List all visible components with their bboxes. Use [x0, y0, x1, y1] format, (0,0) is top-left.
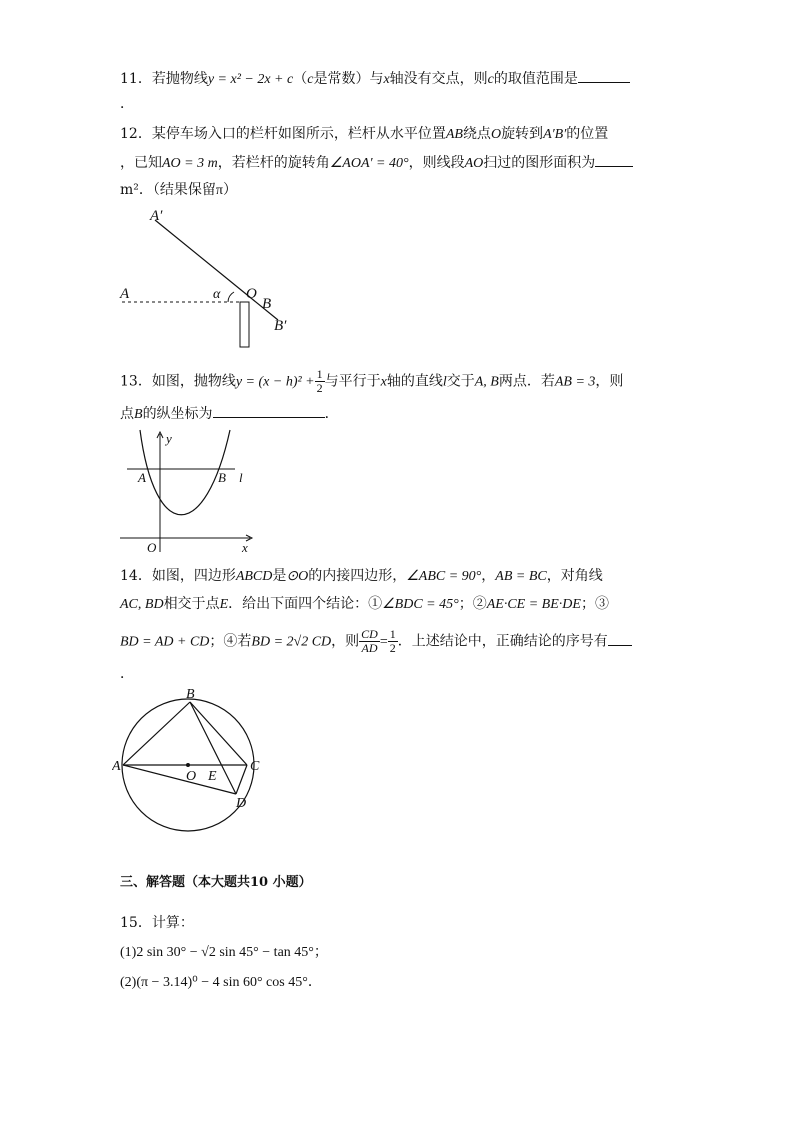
q13-text: 点 [120, 406, 134, 422]
q14-conclusion-1: ∠BDC = 45° [382, 597, 459, 612]
q14-text: 是 [272, 568, 287, 584]
label-y: y [166, 431, 172, 446]
q12-text: 扫过的图形面积为 [483, 155, 596, 171]
q13-text: 与平行于 [324, 373, 381, 390]
fraction-denominator: 2 [389, 641, 396, 655]
label-x: x [242, 540, 248, 555]
q13-formula: y = (x − h)² + [235, 374, 315, 390]
label-B: B [186, 688, 195, 702]
q11-text: 若抛物线 [151, 71, 208, 87]
q13-line2 [120, 403, 339, 425]
q14-period: ． [120, 666, 134, 682]
q12-text: ，则线段 [408, 155, 465, 171]
label-A-prime: A′ [150, 208, 163, 224]
q12-text: m²．（结果保留 [120, 182, 216, 198]
q12-text: ，已知 [120, 155, 162, 171]
q15-part2-formula: (π − 3.14)⁰ − 4 sin 60° cos 45° [136, 975, 308, 990]
q12-formula: ∠AOA′ = 40° [329, 156, 409, 171]
q14-text: ；④若 [209, 633, 252, 650]
q12-line1 [120, 124, 608, 145]
label-A: A [112, 759, 121, 774]
label-C: C [250, 759, 260, 774]
q13-figure [115, 428, 260, 558]
q14-number: 14． [120, 568, 152, 584]
q14-text: ， [481, 568, 496, 584]
segment-AB [123, 702, 190, 765]
q13-var: A, B [474, 374, 499, 390]
q15-part1 [120, 942, 328, 963]
label-A: A [138, 470, 146, 485]
q14-var: ⊙O [286, 569, 309, 584]
q12-var: AB [445, 127, 463, 142]
q14-figure [112, 688, 272, 838]
q13-text: ，则 [595, 373, 624, 390]
q15-part2-label: (2) [120, 975, 137, 990]
q11-var: c [487, 72, 494, 87]
barrier-rotated [155, 220, 278, 320]
q11-answer-blank [578, 68, 630, 83]
q14-text: 如图，四边形 [151, 568, 236, 584]
q12-text: 绕点 [462, 126, 491, 142]
q12-pi: π [215, 183, 223, 198]
q13-var: l [442, 374, 447, 390]
q13-period: ． [324, 406, 339, 422]
q12-figure [110, 200, 310, 350]
fraction-numerator: 1 [316, 367, 323, 381]
q13-text: 交于 [446, 373, 475, 390]
q12-text: 旋转到 [501, 126, 544, 142]
q14-formula: ∠ABC = 90° [406, 569, 482, 584]
q14-fraction-cd-ad [359, 628, 380, 655]
q11-period: ． [120, 96, 134, 112]
q11-text: （ [293, 71, 308, 87]
label-B-prime: B′ [274, 318, 287, 334]
q12-number: 12． [120, 126, 152, 142]
q13-text: 的纵坐标为 [142, 406, 213, 422]
q11-text: 轴没有交点，则 [389, 71, 488, 87]
label-O: O [246, 286, 257, 302]
q12-text: 某停车场入口的栏杆如图所示，栏杆从水平位置 [151, 126, 446, 142]
q13-text: 轴的直线 [386, 373, 443, 390]
label-E: E [208, 769, 217, 784]
q14-formula: AB = BC [495, 569, 547, 584]
q13-var: B [134, 407, 143, 422]
q12-line2 [120, 152, 633, 174]
label-D: D [236, 796, 247, 811]
q12-var: AO [464, 156, 484, 171]
q11-number: 11． [120, 71, 152, 87]
q13-formula: AB = 3 [554, 374, 596, 390]
q11-line2 [120, 94, 134, 114]
q14-text: ．上述结论中，正确结论的序号有 [397, 633, 608, 650]
label-B: B [218, 470, 226, 485]
parabola [140, 430, 230, 515]
q14-text: 的内接四边形， [308, 568, 407, 584]
q12-text: ，若栏杆的旋转角 [217, 155, 330, 171]
segment-BC [190, 702, 247, 765]
segment-AD [123, 765, 236, 794]
q13-text: 两点．若 [498, 373, 555, 390]
q14-var: AC, BD [120, 597, 164, 612]
q15-part1-label: (1) [120, 945, 137, 960]
q14-conclusion-3: BD = AD + CD [120, 634, 210, 650]
q14-conclusion-4: BD = 2√2 CD [251, 634, 332, 650]
q14-text: ；② [458, 596, 487, 612]
q12-text: 的位置 [566, 126, 609, 142]
q14-answer-blank [608, 631, 632, 646]
q15-part2-end: ． [307, 974, 322, 990]
q15-part1-end: ； [313, 944, 328, 960]
label-A: A [120, 286, 130, 302]
q11-var: x [383, 72, 390, 87]
label-O: O [147, 540, 157, 555]
q15-title [120, 913, 194, 933]
fraction-denominator: 2 [316, 381, 323, 395]
center-point [186, 763, 190, 767]
q14-text: ，对角线 [546, 568, 603, 584]
q15-number: 15． [120, 915, 152, 931]
q14-line1 [120, 566, 603, 587]
angle-arc [228, 292, 234, 302]
q12-answer-blank [595, 152, 633, 167]
section-title: 三、解答题（本大题共10 小题） [120, 875, 312, 890]
q12-formula: AO = 3 m [162, 156, 218, 171]
q14-text: ，则 [331, 633, 360, 650]
q13-var: x [380, 374, 387, 390]
q11-var: c [307, 72, 314, 87]
q12-var: A′B′ [543, 127, 567, 142]
fraction-denominator: AD [361, 641, 378, 655]
label-O: O [186, 769, 197, 784]
q14-var: ABCD [235, 569, 273, 584]
q14-line2 [120, 594, 609, 615]
barrier-post [240, 302, 249, 347]
q11-formula: y = x² − 2x + c [207, 72, 294, 87]
q13-fraction [315, 368, 325, 395]
q14-conclusion-2: AE·CE = BE·DE [486, 597, 581, 612]
q13-answer-blank [213, 403, 325, 418]
fraction-numerator: 1 [389, 627, 396, 641]
label-B: B [262, 296, 272, 312]
q15-text: 计算： [151, 915, 194, 931]
q14-text: ．给出下面四个结论：① [228, 596, 383, 612]
label-l: l [239, 470, 243, 485]
q13-text: 如图，抛物线 [151, 373, 236, 390]
q15-part2 [120, 972, 322, 993]
segment-CD [236, 765, 247, 794]
q13-number: 13． [120, 373, 152, 390]
q11-text: 的取值范围是 [493, 71, 578, 87]
q12-line3 [120, 180, 237, 201]
q11-text: 是常数）与 [313, 71, 384, 87]
q14-equals: = [379, 634, 388, 650]
q15-part1-formula: 2 sin 30° − √2 sin 45° − tan 45° [136, 945, 314, 960]
q14-text: 相交于点 [163, 596, 220, 612]
q14-var: E [219, 597, 229, 612]
q13-line1 [120, 368, 623, 395]
q14-fraction-half [388, 628, 398, 655]
q12-text: ） [222, 182, 237, 198]
label-alpha: α [213, 287, 221, 302]
fraction-numerator: CD [361, 627, 378, 641]
q12-var: O [490, 127, 502, 142]
q14-line3 [120, 628, 632, 655]
q14-line4 [120, 664, 134, 684]
q14-text: ；③ [580, 596, 609, 612]
q11-line1 [120, 68, 630, 90]
